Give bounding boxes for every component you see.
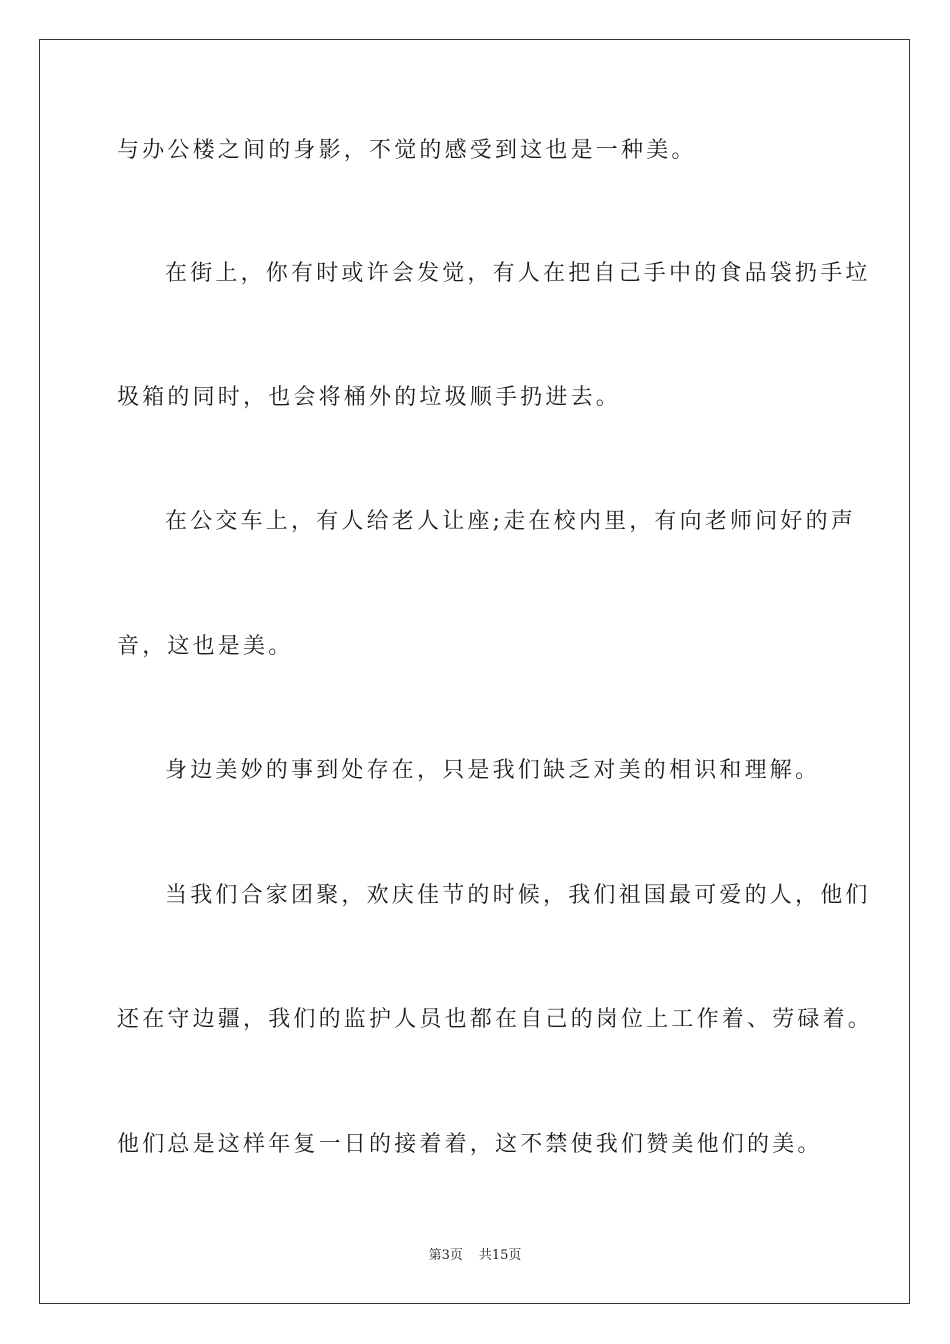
text-line-5: 音，这也是美。 bbox=[117, 634, 294, 659]
text-line-9: 他们总是这样年复一日的接着着，这不禁使我们赞美他们的美。 bbox=[117, 1132, 823, 1157]
text-line-4: 在公交车上，有人给老人让座;走在校内里，有向老师问好的声 bbox=[165, 509, 857, 534]
page-number: 第3页 bbox=[428, 1248, 463, 1263]
page-border bbox=[39, 39, 910, 1304]
text-line-8: 还在守边疆，我们的监护人员也都在自己的岗位上工作着、劳碌着。 bbox=[117, 1007, 874, 1032]
text-line-2: 在街上，你有时或许会发觉，有人在把自己手中的食品袋扔手垃 bbox=[165, 261, 871, 286]
page-footer bbox=[0, 1247, 950, 1265]
text-line-1: 与办公楼之间的身影，不觉的感受到这也是一种美。 bbox=[117, 138, 697, 163]
text-line-3: 圾箱的同时，也会将桶外的垃圾顺手扔进去。 bbox=[117, 385, 622, 410]
text-line-6: 身边美妙的事到处存在，只是我们缺乏对美的相识和理解。 bbox=[165, 758, 821, 783]
total-pages: 共15页 bbox=[478, 1248, 522, 1263]
text-line-7: 当我们合家团聚，欢庆佳节的时候，我们祖国最可爱的人，他们 bbox=[165, 883, 871, 908]
